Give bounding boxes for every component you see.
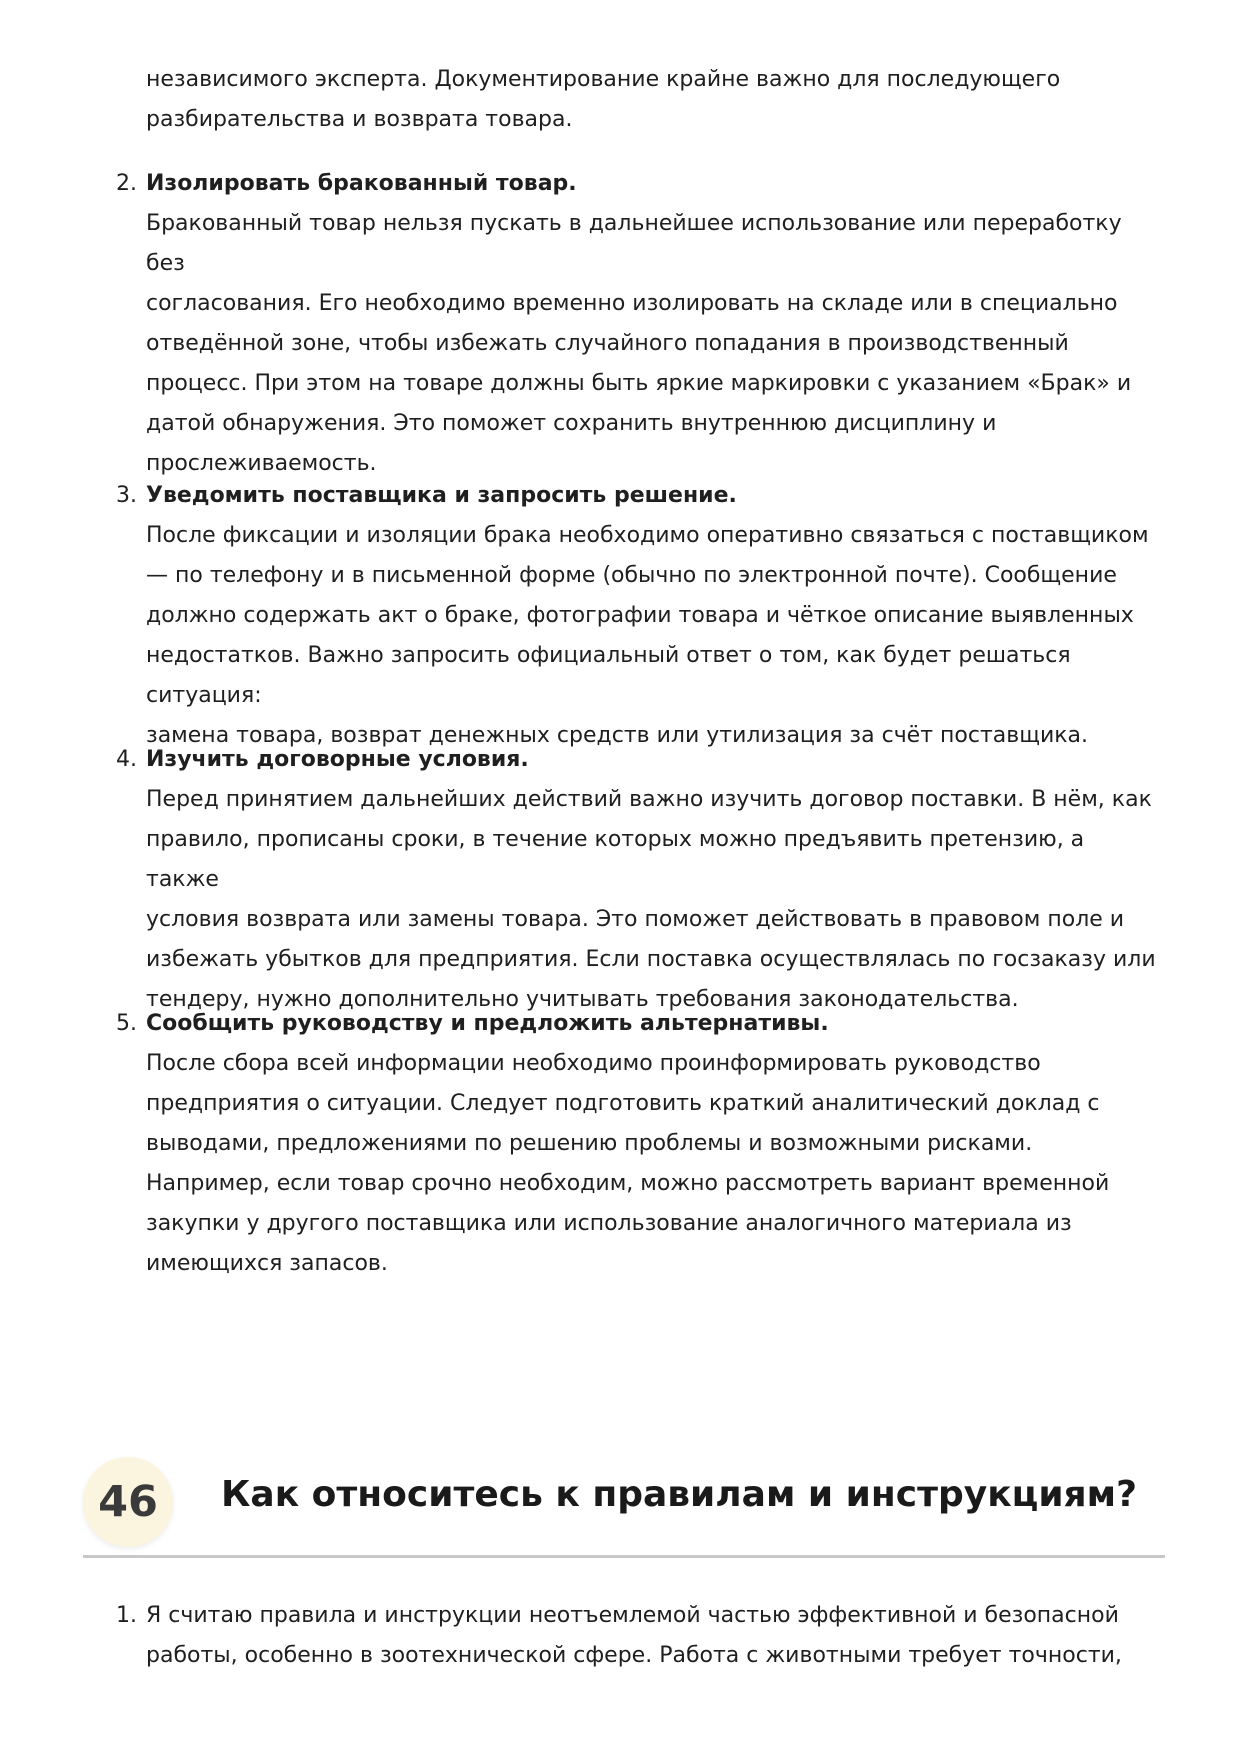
list-item-body: После фиксации и изоляции брака необходимо оперативно связаться с поставщиком — по телефону и в письменной форме (обычно по электронной почте). Сообщение должно содержать акт о браке, фотографии товара и чёткое описание выявленных недостатков. Важно запросить официальный ответ о том, как будет решаться ситуация: замена товара, возврат денежных средств или утилизация за счёт поставщика. <box>146 523 1149 748</box>
list-item-number: 2. <box>116 171 137 196</box>
list-item-number: 5. <box>116 1011 137 1036</box>
list-item-number: 4. <box>116 747 137 772</box>
list-item-body: Бракованный товар нельзя пускать в дальнейшее использование или переработку без согласования. Его необходимо временно изолировать на складе или в специально отведённой зоне, чтобы избежать случайного попадания в производственный процесс. При этом на товаре должны быть яркие маркировки с указанием «Брак» и датой обнаружения. Это поможет сохранить внутреннюю дисциплину и прослеживаемость. <box>146 211 1132 476</box>
list-item-body: Перед принятием дальнейших действий важно изучить договор поставки. В нём, как правило, прописаны сроки, в течение которых можно предъявить претензию, а также условия возврата или замены товара. Это поможет действовать в правовом поле и избежать убытков для предприятия. Если поставка осуществлялась по госзаказу или тендеру, нужно дополнительно учитывать требования законодательства. <box>146 787 1156 1012</box>
list-item-number: 1. <box>116 1603 137 1628</box>
answer-list-item <box>116 1596 1166 1676</box>
list-item-title: Уведомить поставщика и запросить решение. <box>146 483 737 508</box>
list-item-title: Изучить договорные условия. <box>146 747 529 772</box>
list-item-body: После сбора всей информации необходимо проинформировать руководство предприятия о ситуации. Следует подготовить краткий аналитический доклад с выводами, предложениями по решению проблемы и возможными рисками. Например, если товар срочно необходим, можно рассмотреть вариант временной закупки у другого поставщика или использование аналогичного материала из имеющихся запасов. <box>146 1051 1110 1276</box>
question-divider <box>83 1555 1165 1558</box>
question-header <box>83 1452 1165 1562</box>
intro-paragraph: независимого эксперта. Документирование крайне важно для последующего разбирательства и возврата товара. <box>146 67 1061 132</box>
question-title: Как относитесь к правилам и инструкциям? <box>221 1474 1137 1515</box>
list-item-title: Сообщить руководству и предложить альтернативы. <box>146 1011 829 1036</box>
list-item-body: Я считаю правила и инструкции неотъемлемой частью эффективной и безопасной работы, особенно в зоотехнической сфере. Работа с животными требует точности, <box>146 1603 1122 1668</box>
list-item-title: Изолировать бракованный товар. <box>146 171 577 196</box>
list-item-number: 3. <box>116 483 137 508</box>
question-number-badge: 46 <box>83 1457 173 1547</box>
